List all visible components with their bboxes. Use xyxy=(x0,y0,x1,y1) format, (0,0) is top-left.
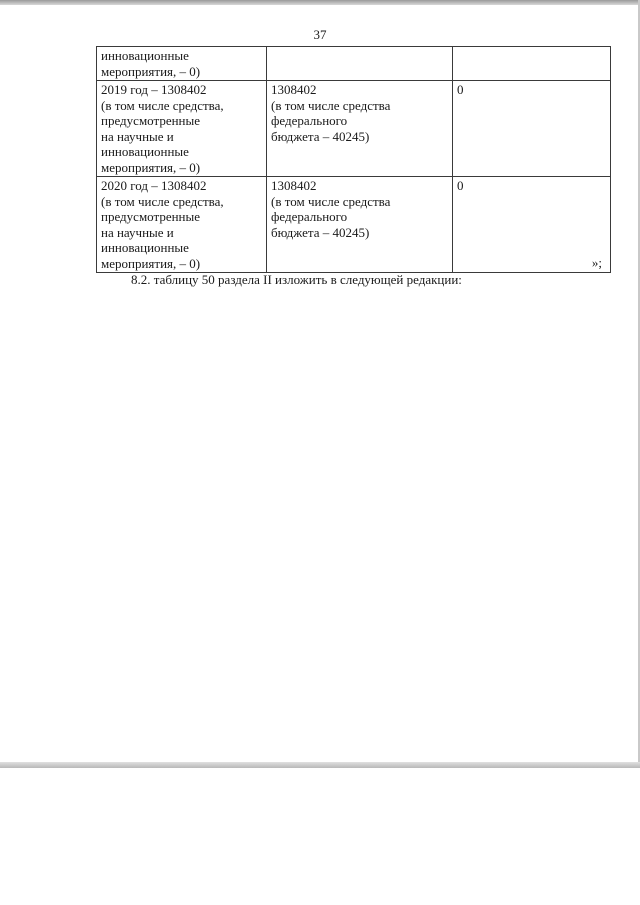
cell-text-line: инновационные xyxy=(101,240,189,255)
funding-table xyxy=(96,46,611,273)
cell-text-line: федерального xyxy=(271,113,348,128)
table-cell-col2 xyxy=(267,177,453,273)
cell-text-line: федерального xyxy=(271,209,348,224)
cell-text-line: мероприятия, – 0) xyxy=(101,255,201,271)
cell-text-line: (в том числе средства xyxy=(271,193,391,209)
cell-text-line: на научные и xyxy=(101,224,174,240)
cell-text-line: предусмотренные xyxy=(101,113,201,128)
closing-quote: »; xyxy=(591,255,602,270)
cell-text-line: 1308402 xyxy=(271,178,317,193)
cell-text-line: бюджета – 40245) xyxy=(271,128,370,144)
amendment-paragraph: 8.2. таблицу 50 раздела II изложить в следующей редакции: xyxy=(131,272,462,287)
table-cell-col1 xyxy=(97,81,267,177)
cell-text-line: 2020 год – 1308402 xyxy=(101,178,207,193)
scan-bottom-edge xyxy=(0,762,640,768)
funding-table-body xyxy=(97,47,611,273)
scan-top-edge xyxy=(0,0,640,5)
table-row xyxy=(97,47,611,81)
table-row xyxy=(97,177,611,273)
cell-text-line: мероприятия, – 0) xyxy=(101,159,201,175)
cell-text-line: 0 xyxy=(457,178,464,193)
cell-text-line: (в том числе средства, xyxy=(101,193,224,209)
cell-text-line: (в том числе средства xyxy=(271,97,391,113)
table-cell-col3 xyxy=(453,47,611,81)
table-row xyxy=(97,81,611,177)
cell-text-line: предусмотренные xyxy=(101,209,201,224)
cell-text-line: 2019 год – 1308402 xyxy=(101,82,207,97)
cell-text-line: на научные и xyxy=(101,128,174,144)
table-cell-col2 xyxy=(267,81,453,177)
cell-text-line: бюджета – 40245) xyxy=(271,224,370,240)
cell-text-line: инновационные xyxy=(101,144,189,159)
cell-text-line: 0 xyxy=(457,82,464,97)
cell-text-line: мероприятия, – 0) xyxy=(101,63,201,79)
table-cell-col1 xyxy=(97,47,267,81)
cell-text-line: (в том числе средства, xyxy=(101,97,224,113)
table-cell-col2 xyxy=(267,47,453,81)
cell-text-line: инновационные xyxy=(101,48,189,63)
page-number: 37 xyxy=(313,27,327,42)
cell-text-line: 1308402 xyxy=(271,82,317,97)
table-cell-col1 xyxy=(97,177,267,273)
table-cell-col3 xyxy=(453,81,611,177)
